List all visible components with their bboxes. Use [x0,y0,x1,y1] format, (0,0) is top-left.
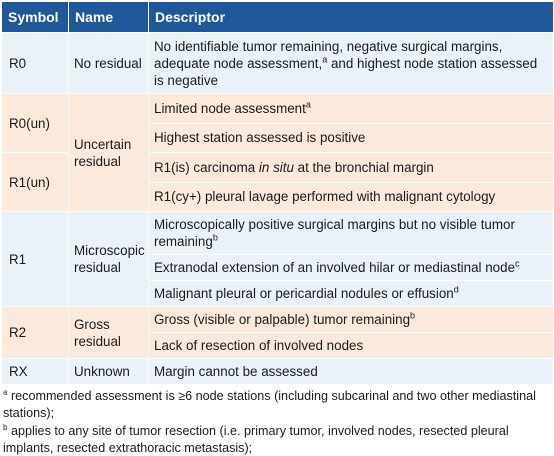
descriptor-text: at the bronchial margin [293,159,434,175]
table-row-r1 [2,212,554,255]
descriptor-rx: Margin cannot be assessed [149,359,554,385]
descriptor-microscopic-margins [149,212,554,255]
name-rx: Unknown [69,359,149,385]
name-r0: No residual [69,33,149,94]
descriptor-malignant-pleural [149,281,554,307]
header-symbol: Symbol [2,2,69,33]
footnote-mark: a [305,99,311,110]
symbol-r0: R0 [2,33,69,94]
footnote-mark: d [453,284,459,295]
descriptor-r1-cy: R1(cy+) pleural lavage performed with malignant cytology [149,182,554,212]
symbol-r1un: R1(un) [2,153,69,212]
name-r2: Gross residual [69,307,149,359]
footnotes [1,388,553,456]
footnote-mark: b [3,422,8,432]
table-row-r0 [2,33,554,94]
descriptor-text: R1(is) carcinoma [154,159,259,175]
symbol-r2: R2 [2,307,69,359]
descriptor-text: Malignant pleural or pericardial nodules or effusion [154,286,454,301]
symbol-r1: R1 [2,212,69,307]
descriptor-limited-node [149,94,554,124]
symbol-rx: RX [2,359,69,385]
descriptor-highest-station: Highest station assessed is positive [149,123,554,153]
footnote-text: recommended assessment is ≥6 node stations (including subcarinal and two other mediastinal stations); [3,389,536,420]
header-name: Name [69,2,149,33]
descriptor-italic-text: in situ [258,159,294,175]
descriptor-r1-is [149,153,554,183]
footnote-mark: a [3,387,8,397]
name-uncertain: Uncertain residual [69,94,149,212]
residual-tumor-classification [1,1,553,456]
footnote-mark: a [322,54,328,65]
descriptor-r0-text-b: and highest node station assessed is negative [154,55,538,88]
table-row-r0un [2,94,554,124]
descriptor-text: Extranodal extension of an involved hilar or mediastinal node [154,260,516,275]
table-row-rx [2,359,554,385]
descriptor-lack-of-resection: Lack of resection of involved nodes [149,333,554,359]
descriptor-text: Gross (visible or palpable) tumor remaining [154,312,411,327]
footnote-text: applies to any site of tumor resection (i.e. primary tumor, involved nodes, resected pleural implants, resected extrathoracic metastasis); [3,424,509,455]
header-descriptor: Descriptor [149,2,554,33]
footnote-mark: b [212,232,218,243]
table-row-r2 [2,307,554,333]
footnote-mark: c [515,258,520,269]
symbol-r0un: R0(un) [2,94,69,153]
descriptor-gross-tumor [149,307,554,333]
descriptor-r0 [149,33,554,94]
descriptor-text: Limited node assessment [154,100,306,116]
name-r1: Microscopic residual [69,212,149,307]
table-header-row [2,2,554,33]
descriptor-text: Microscopically positive surgical margins but no visible tumor remaining [154,217,515,249]
footnote-mark: b [410,310,416,321]
descriptor-extranodal [149,255,554,281]
descriptor-r0-text-a: No identifiable tumor remaining, negative surgical margins, adequate node assessment, [154,38,503,71]
footnote-a [3,388,553,421]
footnote-b [3,423,553,456]
classification-table [1,1,554,385]
